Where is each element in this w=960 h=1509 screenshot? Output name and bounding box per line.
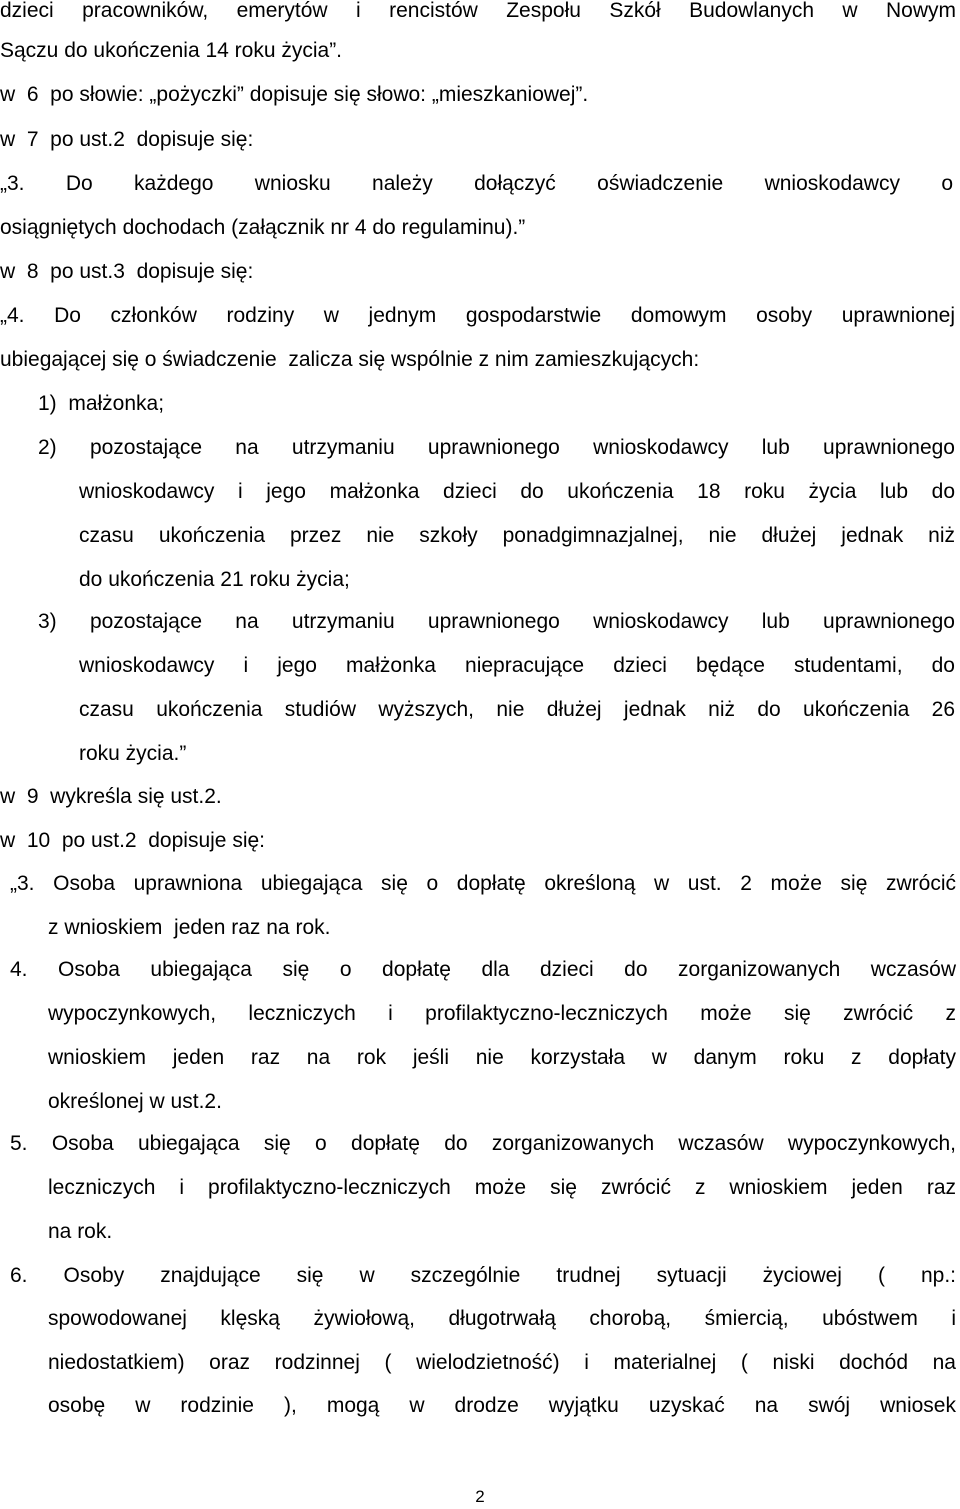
text-line: w 7 po ust.2 dopisuje się: — [0, 128, 254, 151]
list-item: 2) pozostające na utrzymaniu uprawnionego wnioskodawcy lub uprawnionego — [38, 436, 955, 459]
text-line: do ukończenia 21 roku życia; — [79, 568, 350, 591]
text-line: w 9 wykreśla się ust.2. — [0, 785, 222, 808]
text-line: roku życia.” — [79, 742, 187, 765]
text-line: w 10 po ust.2 dopisuje się: — [0, 829, 265, 852]
list-item: 4. Osoba ubiegająca się o dopłatę dla dzieci do zorganizowanych wczasów — [10, 958, 956, 981]
text-line: z wnioskiem jeden raz na rok. — [48, 916, 331, 939]
text-line: w 8 po ust.3 dopisuje się: — [0, 260, 254, 283]
list-item: 3) pozostające na utrzymaniu uprawnionego wnioskodawcy lub uprawnionego — [38, 610, 955, 633]
text-line: na rok. — [48, 1220, 113, 1243]
text-line: czasu ukończenia przez nie szkoły ponadgimnazjalnej, nie dłużej jednak niż — [79, 524, 955, 547]
list-item: 6. Osoby znajdujące się w szczególnie trudnej sytuacji życiowej ( np.: — [10, 1264, 956, 1287]
text-line: „4. Do członków rodziny w jednym gospodarstwie domowym osoby uprawnionej — [0, 304, 955, 327]
text-line: wnioskodawcy i jego małżonka niepracujące dzieci będące studentami, do — [79, 654, 955, 677]
text-line: osobę w rodzinie ), mogą w drodze wyjątku uzyskać na swój wniosek — [48, 1394, 956, 1417]
list-item: 1) małżonka; — [38, 392, 165, 415]
text-line: ubiegającej się o świadczenie zalicza się wspólnie z nim zamieszkujących: — [0, 348, 700, 371]
text-line: wypoczynkowych, leczniczych i profilaktyczno-leczniczych może się zwrócić z — [48, 1002, 956, 1025]
text-line: leczniczych i profilaktyczno-leczniczych może się zwrócić z wnioskiem jeden raz — [48, 1176, 956, 1199]
text-line: spowodowanej klęską żywiołową, długotrwałą chorobą, śmiercią, ubóstwem i — [48, 1307, 956, 1330]
text-line: wnioskodawcy i jego małżonka dzieci do ukończenia 18 roku życia lub do — [79, 480, 955, 503]
text-line: wnioskiem jeden raz na rok jeśli nie korzystała w danym roku z dopłaty — [48, 1046, 956, 1069]
text-line: „3. Osoba uprawniona ubiegająca się o dopłatę określoną w ust. 2 może się zwrócić — [10, 872, 956, 895]
page-number: 2 — [475, 1487, 485, 1506]
text-line: Sączu do ukończenia 14 roku życia”. — [0, 39, 343, 62]
text-line: dzieci pracowników, emerytów i rencistów Zespołu Szkół Budowlanych w Nowym — [0, 0, 956, 22]
text-line: określonej w ust.2. — [48, 1090, 222, 1113]
text-line: w 6 po słowie: „pożyczki” dopisuje się słowo: „mieszkaniowej”. — [0, 83, 589, 106]
list-item: 5. Osoba ubiegająca się o dopłatę do zorganizowanych wczasów wypoczynkowych, — [10, 1132, 956, 1155]
text-line: „3. Do każdego wniosku należy dołączyć oświadczenie wnioskodawcy o — [0, 172, 953, 195]
text-line: osiągniętych dochodach (załącznik nr 4 do regulaminu).” — [0, 216, 526, 239]
text-line: niedostatkiem) oraz rodzinnej ( wielodzietność) i materialnej ( niski dochód na — [48, 1351, 956, 1374]
text-line: czasu ukończenia studiów wyższych, nie dłużej jednak niż do ukończenia 26 — [79, 698, 955, 721]
